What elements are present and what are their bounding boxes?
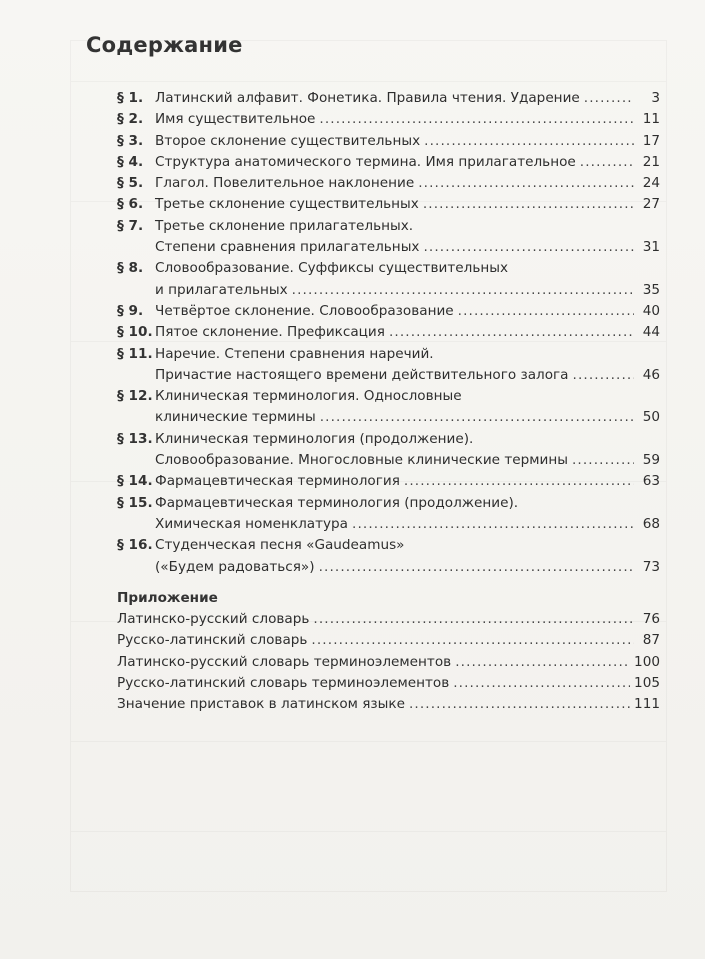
page-number: 63 — [642, 473, 660, 490]
toc-entry[interactable] — [100, 88, 660, 109]
dot-leader — [409, 694, 630, 715]
page-number: 105 — [634, 675, 660, 692]
dot-leader — [319, 109, 634, 130]
section-number: § 2. — [117, 111, 144, 128]
appendix-entry[interactable] — [100, 694, 660, 715]
toc-entry[interactable] — [100, 131, 660, 152]
entry-title: Фармацевтическая терминология — [155, 473, 400, 490]
section-number: § 9. — [117, 302, 144, 319]
dot-leader — [584, 88, 634, 109]
section-number: § 5. — [117, 175, 144, 192]
toc-entry[interactable] — [100, 152, 660, 173]
page-number: 21 — [642, 153, 660, 170]
dot-leader — [319, 557, 634, 578]
section-number: § 1. — [117, 90, 144, 106]
entry-title: Имя существительное — [155, 111, 316, 128]
toc-line — [100, 535, 660, 556]
entry-title: Наречие. Степени сравнения наречий. — [155, 345, 434, 362]
toc-line — [100, 471, 660, 492]
page-number: 100 — [634, 653, 660, 670]
entry-title: Пятое склонение. Префиксация — [155, 324, 385, 341]
entry-title: Глагол. Повелительное наклонение — [155, 175, 415, 192]
page-number: 50 — [642, 409, 660, 426]
page-number: 46 — [642, 366, 660, 383]
toc-entry[interactable] — [100, 386, 660, 429]
toc-line — [100, 386, 660, 407]
entry-title: Второе склонение существительных — [155, 132, 421, 149]
page-number: 27 — [642, 196, 660, 213]
toc-entry[interactable] — [100, 194, 660, 215]
toc-line — [100, 344, 660, 365]
toc-entry[interactable] — [100, 109, 660, 130]
section-number: § 13. — [117, 430, 153, 447]
dot-leader — [572, 450, 634, 471]
toc-entry[interactable] — [100, 258, 660, 301]
page-number: 40 — [642, 302, 660, 319]
dot-leader — [458, 301, 634, 322]
toc-entry[interactable] — [100, 344, 660, 387]
entry-title: Русско-латинский словарь терминоэлементов — [117, 675, 450, 692]
dot-leader — [424, 131, 634, 152]
toc-line — [100, 131, 660, 152]
entry-title: Латинский алфавит. Фонетика. Правила чтения. Ударение — [155, 90, 580, 106]
page-number: 44 — [642, 324, 660, 341]
toc-line — [100, 429, 660, 450]
entry-title: Латинско-русский словарь терминоэлементов — [117, 653, 452, 670]
entry-title: Клиническая терминология. Однословные — [155, 388, 462, 405]
toc-line — [100, 365, 660, 386]
dot-leader — [573, 365, 634, 386]
entry-title: Словообразование. Суффиксы существительных — [155, 260, 509, 277]
entry-title: Третье склонение существительных — [155, 196, 419, 213]
table-of-contents — [100, 88, 660, 716]
dot-leader — [313, 609, 634, 630]
toc-entry[interactable] — [100, 173, 660, 194]
entry-title: Четвёртое склонение. Словообразование — [155, 302, 454, 319]
entry-title: Степени сравнения прилагательных — [155, 239, 420, 256]
section-number: § 16. — [117, 537, 153, 554]
entry-title: Третье склонение прилагательных. — [155, 217, 414, 234]
appendix-entry[interactable] — [100, 630, 660, 651]
toc-entry[interactable] — [100, 535, 660, 578]
entry-title: и прилагательных — [155, 281, 288, 298]
page-number: 73 — [642, 558, 660, 575]
toc-entry[interactable] — [100, 322, 660, 343]
dot-leader — [404, 471, 634, 492]
entry-title: Фармацевтическая терминология (продолжение). — [155, 494, 519, 511]
entry-title: Словообразование. Многословные клинические термины — [155, 452, 568, 469]
toc-line — [100, 557, 660, 578]
entry-title: клинические термины — [155, 409, 316, 426]
appendix-entry[interactable] — [100, 673, 660, 694]
section-number: § 6. — [117, 196, 144, 213]
spacer — [100, 578, 660, 588]
dot-leader — [389, 322, 634, 343]
toc-entry[interactable] — [100, 301, 660, 322]
toc-line — [100, 493, 660, 514]
toc-entry[interactable] — [100, 429, 660, 472]
entry-title: Русско-латинский словарь — [117, 632, 308, 649]
section-number: § 7. — [117, 217, 144, 234]
entry-title: Причастие настоящего времени действительного залога — [155, 366, 569, 383]
section-number: § 11. — [117, 345, 153, 362]
toc-line — [100, 173, 660, 194]
page-number: 17 — [642, 132, 660, 149]
entry-title: Значение приставок в латинском языке — [117, 696, 405, 713]
dot-leader — [423, 237, 634, 258]
appendix-entry[interactable] — [100, 609, 660, 630]
toc-line — [100, 258, 660, 279]
section-number: § 15. — [117, 494, 153, 511]
entry-title: Клиническая терминология (продолжение). — [155, 430, 474, 447]
page-number: 24 — [642, 175, 660, 192]
section-number: § 4. — [117, 153, 144, 170]
entry-title: Студенческая песня «Gaudeamus» — [155, 537, 405, 554]
dot-leader — [423, 194, 634, 215]
toc-line — [100, 88, 660, 109]
entry-title: Структура анатомического термина. Имя прилагательное — [155, 153, 576, 170]
toc-line — [100, 237, 660, 258]
appendix-title: Приложение — [117, 589, 218, 606]
page-number: 68 — [642, 515, 660, 532]
toc-line — [100, 280, 660, 301]
dot-leader — [320, 407, 634, 428]
page-number: 76 — [642, 611, 660, 628]
toc-entry[interactable] — [100, 493, 660, 536]
page-number: 31 — [642, 239, 660, 256]
entry-title: Химическая номенклатура — [155, 515, 349, 532]
page-title: Содержание — [86, 33, 243, 57]
toc-entry[interactable] — [100, 471, 660, 492]
section-number: § 8. — [117, 260, 144, 277]
page-number: 11 — [642, 111, 660, 128]
section-number: § 12. — [117, 388, 153, 405]
toc-line — [100, 514, 660, 535]
page-number: 35 — [642, 281, 660, 298]
toc-line — [100, 301, 660, 322]
page-number: 3 — [651, 90, 660, 106]
dot-leader — [455, 652, 630, 673]
dot-leader — [580, 152, 634, 173]
toc-line — [100, 109, 660, 130]
toc-line — [100, 152, 660, 173]
page-number: 59 — [642, 452, 660, 469]
dot-leader — [292, 280, 634, 301]
toc-line — [100, 450, 660, 471]
section-number: § 10. — [117, 324, 153, 341]
section-number: § 3. — [117, 132, 144, 149]
toc-entry[interactable] — [100, 216, 660, 259]
dot-leader — [352, 514, 634, 535]
section-number: § 14. — [117, 473, 153, 490]
toc-line — [100, 216, 660, 237]
appendix-entry[interactable] — [100, 652, 660, 673]
toc-line — [100, 194, 660, 215]
toc-line — [100, 322, 660, 343]
dot-leader — [311, 630, 634, 651]
entry-title: («Будем радоваться») — [155, 558, 315, 575]
page-number: 87 — [642, 632, 660, 649]
dot-leader — [418, 173, 634, 194]
dot-leader — [453, 673, 630, 694]
toc-line — [100, 407, 660, 428]
page-number: 111 — [634, 696, 660, 713]
entry-title: Латинско-русский словарь — [117, 611, 310, 628]
